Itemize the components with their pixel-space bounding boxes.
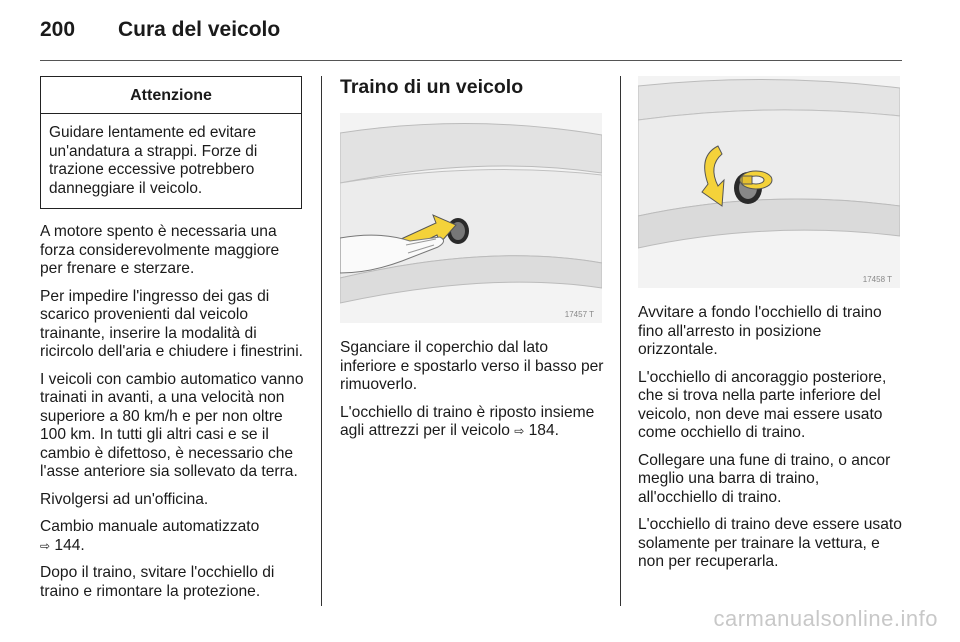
paragraph: I veicoli con cambio automatico vanno trainati in avanti, a una velocità non superiore a 80 km/h e per non oltre 100 km. In tutti gli altri casi e se il cambio è difettoso, è necessario che l'asse anteriore sia sollevato da terra.: [40, 370, 304, 480]
paragraph: Rivolgersi ad un'officina.: [40, 490, 209, 508]
paragraph: L'occhiello di ancoraggio posteriore, che si trova nella parte inferiore del veicolo, non deve mai essere usato come occhiello di traino.: [638, 368, 887, 441]
column-divider: [620, 76, 621, 606]
paragraph-with-reference: [40, 518, 304, 555]
column-left: [40, 76, 304, 610]
bumper-cover-illustration: [340, 113, 602, 323]
column-middle: [340, 76, 604, 450]
warning-box: [40, 76, 302, 209]
paragraph-with-reference: [340, 404, 604, 441]
page-header: [40, 18, 920, 48]
paragraph: Per impedire l'ingresso dei gas di scarico provenienti dal veicolo trainante, inserire la modalità di ricircolo dell'aria e chiudere i finestrini.: [40, 287, 303, 360]
figure-tow-eye-installation: [638, 76, 900, 288]
paragraph: Collegare una fune di traino, o ancor meglio una barra di traino, all'occhiello di traino.: [638, 451, 891, 506]
warning-text: Guidare lentamente ed evitare un'andatura a strappi. Forze di trazione eccessive potrebbero danneggiare il veicolo.: [49, 124, 258, 197]
header-rule: [40, 60, 902, 61]
page-reference-icon: ⇨: [40, 538, 51, 553]
page-reference-icon: ⇨: [514, 424, 525, 438]
section-heading: Traino di un veicolo: [340, 76, 524, 98]
paragraph: L'occhiello di traino deve essere usato solamente per trainare la vettura, e non per recuperarla.: [638, 516, 902, 570]
warning-title: Attenzione: [41, 77, 301, 114]
paragraph: Avvitare a fondo l'occhiello di traino fino all'arresto in posizione orizzontale.: [638, 304, 882, 358]
paragraph: Sganciare il coperchio dal lato inferiore e spostarlo verso il basso per rimuoverlo.: [340, 339, 604, 393]
figure-label: 17457 T: [564, 310, 594, 319]
section-title: Cura del veicolo: [118, 18, 281, 41]
page-number: 200: [40, 18, 76, 41]
figure-label: 17458 T: [862, 275, 892, 284]
tow-eye-illustration: [638, 76, 900, 288]
paragraph: A motore spento è necessaria una forza considerevolmente maggiore per frenare e sterzare.: [40, 223, 280, 277]
paragraph: Dopo il traino, svitare l'occhiello di traino e rimontare la protezione.: [40, 564, 275, 600]
page-reference[interactable]: 184.: [528, 422, 559, 439]
paragraph-text: L'occhiello di traino è riposto insieme agli attrezzi per il veicolo: [340, 403, 595, 439]
page-reference[interactable]: 144.: [54, 536, 85, 554]
figure-tow-cover-removal: [340, 113, 602, 323]
paragraph-text: Cambio manuale automatizzato: [40, 518, 260, 535]
column-divider: [321, 76, 322, 606]
column-right: [638, 76, 902, 581]
watermark: carmanualsonline.info: [713, 606, 938, 631]
